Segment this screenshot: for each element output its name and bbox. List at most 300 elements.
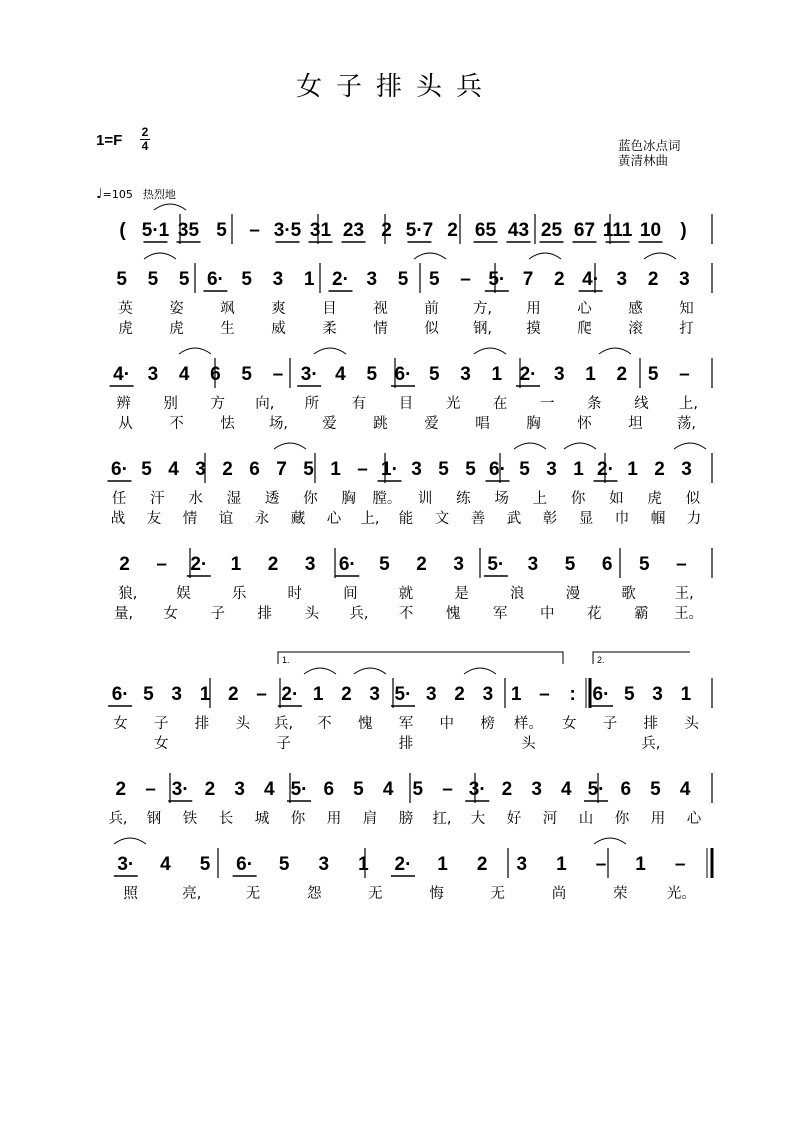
note: 6·	[111, 459, 128, 480]
note: –	[256, 684, 267, 705]
lyric-verse1: 上,	[678, 396, 699, 412]
lyric-verse2: 子	[210, 606, 225, 622]
note: 1	[358, 854, 369, 875]
lyric-verse1: 胸	[341, 491, 356, 507]
lyric-verse1: 大	[470, 811, 486, 827]
lyric-verse2: 女	[163, 606, 178, 622]
lyric-verse1: 任	[111, 491, 127, 507]
note: 5	[199, 854, 211, 875]
note: –	[442, 779, 453, 800]
lyric-verse2: 心	[326, 511, 342, 527]
tempo-bpm: =105	[102, 188, 133, 201]
lyric-verse1: 似	[685, 491, 701, 507]
note: –	[145, 779, 156, 800]
note: –	[676, 554, 687, 575]
lyric-verse2: 怀	[577, 416, 592, 432]
note: –	[679, 364, 690, 385]
note: 5·	[587, 779, 605, 800]
note: 5	[241, 364, 252, 385]
lyric-verse1: 你	[614, 811, 630, 827]
note: 6·	[206, 269, 224, 290]
note: 5	[639, 554, 650, 575]
slur	[154, 204, 186, 210]
lyric-verse1: 长	[218, 811, 234, 827]
note: 5	[428, 269, 440, 290]
note: 1	[199, 684, 211, 705]
note: 6·	[338, 554, 356, 575]
lyric-verse1: 间	[343, 586, 358, 602]
lyric-verse2: 威	[271, 321, 286, 337]
note: 5	[278, 854, 290, 875]
slur	[644, 253, 676, 259]
lyric-verse1: 悔	[429, 886, 444, 902]
note: 5·	[487, 554, 505, 575]
note: 5·	[394, 684, 412, 705]
second-ending-number: 2.	[597, 655, 605, 665]
lyric-verse1: 城	[254, 811, 270, 827]
lyric-verse1: 向,	[255, 396, 275, 412]
note: 4·	[582, 269, 600, 290]
note: 5	[303, 459, 314, 480]
lyric-verse1: 上	[532, 491, 548, 507]
lyric-verse2: 坦	[628, 416, 643, 432]
lyric-verse1: 漫	[565, 586, 581, 602]
lyric-verse1: 女	[561, 716, 577, 732]
time-signature-top: 2	[141, 125, 149, 139]
lyric-verse1: 头	[684, 716, 699, 732]
lyric-verse1: 练	[456, 491, 471, 507]
lyric-verse2: 子	[276, 736, 291, 752]
lyric-verse1: 尚	[551, 886, 567, 902]
lyric-verse2: 善	[470, 511, 486, 527]
lyric-verse1: 你	[290, 811, 306, 827]
lyric-verse1: 头	[235, 716, 251, 732]
lyric-verse2: 柔	[322, 321, 337, 337]
note: 4	[160, 854, 171, 875]
lyric-verse1: 目	[398, 396, 414, 412]
note: 1	[437, 854, 448, 875]
lyric-verse2: 爱	[424, 416, 439, 432]
lyric-verse2: 爱	[322, 416, 337, 432]
lyric-verse1: 愧	[357, 716, 373, 732]
lyric-verse1: 你	[570, 491, 586, 507]
lyric-verse1: 在	[492, 396, 508, 412]
note: 2	[616, 364, 628, 385]
lyric-verse1: 好	[506, 811, 522, 827]
lyric-verse1: 肩	[362, 811, 378, 827]
slur	[144, 253, 176, 259]
lyric-verse2: 显	[578, 511, 594, 527]
note: 7	[522, 269, 534, 290]
note: 5	[379, 554, 390, 575]
lyric-verse2: 跳	[373, 416, 388, 432]
first-ending-bracket	[278, 652, 563, 664]
note: 3	[531, 779, 542, 800]
lyric-verse2: 场,	[268, 416, 289, 432]
lyric-verse2: 胸	[526, 416, 541, 432]
note: 7	[276, 459, 287, 480]
note: 2	[476, 854, 488, 875]
note: 5	[141, 459, 152, 480]
note: 5	[216, 220, 227, 241]
note: 35	[177, 220, 200, 241]
lyric-verse1: 王,	[674, 586, 694, 602]
note: 3	[304, 554, 316, 575]
lyric-verse1: 辨	[116, 396, 131, 412]
note: 6	[210, 364, 221, 385]
note: 25	[540, 220, 563, 241]
lyric-verse1: 汗	[150, 491, 165, 507]
note: 6	[601, 554, 613, 575]
note: 4	[264, 779, 275, 800]
lyric-verse1: 心	[686, 811, 702, 827]
note: 5	[519, 459, 530, 480]
note: 2·	[597, 459, 614, 480]
lyric-verse2: 战	[110, 511, 126, 527]
note: 5	[178, 269, 190, 290]
note: 2	[654, 459, 665, 480]
lyric-verse1: 子	[153, 716, 169, 732]
note: 5·1	[141, 220, 170, 241]
lyric-verse1: 山	[578, 811, 594, 827]
lyric-verse1: 无	[368, 886, 383, 902]
lyric-verse2: 力	[686, 511, 702, 527]
lyric-verse1: 中	[439, 716, 455, 732]
note: 4	[178, 364, 190, 385]
slur	[674, 443, 706, 449]
lyric-verse1: 爽	[271, 301, 286, 317]
note: 6·	[489, 459, 506, 480]
note: 4	[168, 459, 179, 480]
note: 5·	[290, 779, 308, 800]
note: 1	[330, 459, 341, 480]
note: 5	[647, 364, 659, 385]
lyric-verse2: 似	[424, 321, 439, 337]
slur	[594, 838, 626, 844]
lyric-verse1: 亮,	[182, 886, 202, 902]
note: 6·	[111, 684, 129, 705]
slur	[564, 443, 596, 449]
lyric-verse1: 目	[322, 301, 337, 317]
note: 65	[474, 220, 497, 241]
note: 3	[681, 459, 692, 480]
lyric-verse2: 滚	[628, 321, 643, 337]
note: –	[674, 854, 686, 875]
note: 6	[323, 779, 335, 800]
note: 3	[679, 269, 690, 290]
lyric-verse2: 中	[539, 606, 555, 622]
lyric-verse1: 狼,	[118, 586, 138, 602]
note: 5	[465, 459, 476, 480]
note: 3·	[117, 854, 135, 875]
lyric-verse1: 湿	[226, 491, 242, 507]
lyric-verse1: 知	[679, 301, 694, 317]
note: 6	[249, 459, 260, 480]
note: 3·	[468, 779, 486, 800]
lyric-verse1: 女	[113, 716, 128, 732]
note: 2·	[394, 854, 412, 875]
note: 3	[546, 459, 557, 480]
note: 5	[438, 459, 449, 480]
note: 1	[573, 459, 584, 480]
note: 2	[454, 684, 465, 705]
note: 5	[353, 779, 364, 800]
note: 2	[204, 779, 216, 800]
note: 2·	[190, 554, 208, 575]
note: 10	[639, 220, 662, 241]
note: 6	[620, 779, 632, 800]
tempo-mood: 热烈地	[142, 188, 176, 201]
lyric-verse2: 从	[118, 416, 133, 432]
lyric-verse1: 钢	[146, 811, 162, 827]
lyric-verse1: 用	[526, 301, 541, 317]
note: 3	[234, 779, 245, 800]
note: 2	[416, 554, 427, 575]
note: 4	[382, 779, 394, 800]
lyric-verse1: 照	[123, 886, 138, 902]
note: 2	[647, 269, 659, 290]
lyric-verse2: 头	[521, 736, 536, 752]
key-signature: 1=F	[96, 132, 123, 149]
note: 1	[556, 854, 567, 875]
second-ending-bracket	[593, 652, 690, 664]
lyricist-credit: 蓝色冰点词	[618, 138, 681, 153]
note: 23	[342, 220, 365, 241]
lyric-verse2: 军	[492, 606, 508, 622]
lyric-verse2: 钢,	[472, 321, 493, 337]
lyric-verse1: 英	[118, 301, 133, 317]
note: 1	[627, 459, 638, 480]
slur	[474, 348, 506, 354]
lyric-verse2: 量,	[113, 606, 134, 622]
note: –	[460, 269, 471, 290]
note: 1	[303, 269, 315, 290]
note: 2	[227, 684, 239, 705]
lyric-verse1: 你	[303, 491, 318, 507]
lyric-verse1: 歌	[621, 586, 636, 602]
lyric-verse2: 不	[169, 416, 184, 432]
lyric-verse2: 文	[434, 511, 450, 527]
lyric-verse1: 河	[542, 811, 558, 827]
lyric-verse2: 帼	[650, 511, 666, 527]
note: –	[357, 459, 368, 480]
slur	[514, 443, 546, 449]
lyric-verse2: 兵,	[641, 736, 661, 752]
lyric-verse2: 能	[398, 511, 414, 527]
lyric-verse2: 摸	[526, 321, 541, 337]
lyric-verse1: 水	[188, 491, 203, 507]
note: 1	[585, 364, 596, 385]
note: 2	[267, 554, 279, 575]
composer-credit: 黄清林曲	[618, 153, 669, 168]
lyric-verse1: 飒	[220, 301, 235, 317]
lyric-verse2: 荡,	[676, 416, 697, 432]
note: 4·	[113, 364, 131, 385]
note: 5	[143, 684, 154, 705]
lyric-verse1: 怨	[306, 886, 322, 902]
note: –	[539, 684, 550, 705]
lyric-verse2: 上,	[360, 511, 380, 527]
slur	[114, 838, 146, 844]
lyric-verse1: 用	[650, 811, 666, 827]
lyric-verse1: 光。	[666, 886, 696, 902]
lyric-verse1: 排	[643, 716, 659, 732]
lyric-verse1: 方,	[472, 301, 493, 317]
lyric-verse2: 永	[254, 511, 270, 527]
note: –	[156, 554, 167, 575]
lyric-verse1: 乐	[231, 586, 247, 602]
note: 2	[381, 220, 392, 241]
note: 3·	[171, 779, 189, 800]
lyric-verse1: 子	[602, 716, 618, 732]
lyric-verse1: 虎	[647, 491, 662, 507]
lyric-verse1: 娱	[176, 586, 191, 602]
lyric-verse2: 藏	[290, 511, 306, 527]
note: 3	[616, 269, 628, 290]
lyric-verse2: 排	[257, 606, 273, 622]
note: –	[595, 854, 607, 875]
note: 2·	[519, 364, 537, 385]
lyric-verse1: 榜	[480, 716, 495, 732]
note: 5·	[488, 269, 506, 290]
lyric-verse1: 膛。	[372, 491, 402, 507]
note: 3	[652, 684, 663, 705]
note: 1	[510, 684, 522, 705]
note: 1	[230, 554, 242, 575]
note: 3	[272, 269, 284, 290]
lyric-verse1: 无	[490, 886, 506, 902]
note: 111	[602, 220, 633, 241]
note: 3	[527, 554, 539, 575]
note: :	[569, 684, 576, 705]
slur	[464, 668, 496, 674]
note: 4	[335, 364, 346, 385]
lyric-verse2: 爬	[577, 321, 592, 337]
lyric-verse1: 心	[577, 301, 592, 317]
note: 5	[623, 684, 635, 705]
lyric-verse2: 武	[506, 511, 522, 527]
lyric-verse2: 唱	[475, 416, 490, 432]
note: 4	[561, 779, 572, 800]
note: 1	[312, 684, 324, 705]
lyric-verse1: 线	[634, 396, 649, 412]
lyric-verse1: 一	[539, 396, 555, 412]
note: 5	[650, 779, 661, 800]
lyric-verse1: 方	[210, 396, 225, 412]
slur	[274, 443, 306, 449]
first-ending-number: 1.	[282, 655, 290, 665]
lyric-verse2: 虎	[118, 321, 133, 337]
note: 6·	[394, 364, 412, 385]
slur	[304, 668, 336, 674]
note: 3	[453, 554, 464, 575]
lyric-verse1: 排	[194, 716, 210, 732]
note: 4	[679, 779, 691, 800]
lyric-verse1: 别	[163, 396, 178, 412]
lyric-verse1: 兵,	[108, 811, 128, 827]
note: 2	[501, 779, 513, 800]
lyric-verse1: 膀	[398, 811, 414, 827]
note: 3	[318, 854, 330, 875]
note: 6·	[592, 684, 610, 705]
lyric-verse1: 用	[326, 811, 342, 827]
lyric-verse1: 训	[417, 491, 433, 507]
lyric-verse1: 场	[494, 491, 509, 507]
note: –	[249, 220, 260, 241]
song-title: 女子排头兵	[295, 72, 496, 102]
lyric-verse2: 头	[304, 606, 320, 622]
lyric-verse1: 扛,	[432, 811, 452, 827]
lyric-verse2: 兵,	[349, 606, 369, 622]
slur	[354, 668, 386, 674]
lyric-verse2: 生	[220, 321, 235, 337]
lyric-verse1: 时	[287, 586, 302, 602]
slur	[529, 253, 561, 259]
lyric-verse1: 不	[317, 716, 332, 732]
note: 6·	[236, 854, 254, 875]
lyric-verse2: 友	[146, 511, 162, 527]
note: 3	[369, 684, 381, 705]
note: 3	[516, 854, 528, 875]
lyric-verse1: 兵,	[274, 716, 294, 732]
note: 3	[366, 269, 378, 290]
lyric-verse2: 女	[153, 736, 169, 752]
note: 2	[447, 220, 458, 241]
note: 43	[507, 220, 530, 241]
note: 3	[460, 364, 471, 385]
note: 5·7	[405, 220, 434, 241]
note: 5	[366, 364, 378, 385]
note: 3	[171, 684, 183, 705]
lyric-verse1: 光	[445, 396, 461, 412]
lyric-verse2: 不	[398, 606, 414, 622]
lyric-verse2: 打	[679, 321, 694, 337]
lyric-verse2: 怯	[220, 416, 235, 432]
lyric-verse1: 铁	[182, 811, 198, 827]
lyric-verse1: 感	[628, 301, 643, 317]
note: 1	[635, 854, 646, 875]
note: 5	[412, 779, 424, 800]
lyric-verse1: 就	[398, 586, 414, 602]
lyric-verse1: 样。	[513, 716, 543, 732]
slur	[414, 253, 446, 259]
note: 31	[309, 220, 332, 241]
lyric-verse2: 虎	[169, 321, 184, 337]
lyric-verse1: 透	[264, 491, 280, 507]
lyric-verse1: 浪	[510, 586, 525, 602]
slur	[599, 348, 631, 354]
lyric-verse2: 排	[398, 736, 414, 752]
lyric-verse2: 情	[182, 511, 198, 527]
lyric-verse2: 谊	[218, 511, 234, 527]
lyric-verse2: 巾	[614, 511, 630, 527]
note: 2	[554, 269, 565, 290]
note: 2·	[281, 684, 299, 705]
lyric-verse1: 是	[454, 586, 469, 602]
note: 5	[428, 364, 440, 385]
note: 1	[491, 364, 503, 385]
lyric-verse1: 条	[587, 396, 602, 412]
lyric-verse1: 无	[245, 886, 261, 902]
lyric-verse2: 王。	[673, 606, 703, 622]
note: 2	[119, 554, 130, 575]
lyric-verse1: 姿	[169, 301, 184, 317]
time-signature-bottom: 4	[141, 139, 149, 153]
note: 3	[554, 364, 565, 385]
slur	[179, 348, 211, 354]
note: 2	[341, 684, 352, 705]
lyric-verse1: 前	[424, 301, 439, 317]
